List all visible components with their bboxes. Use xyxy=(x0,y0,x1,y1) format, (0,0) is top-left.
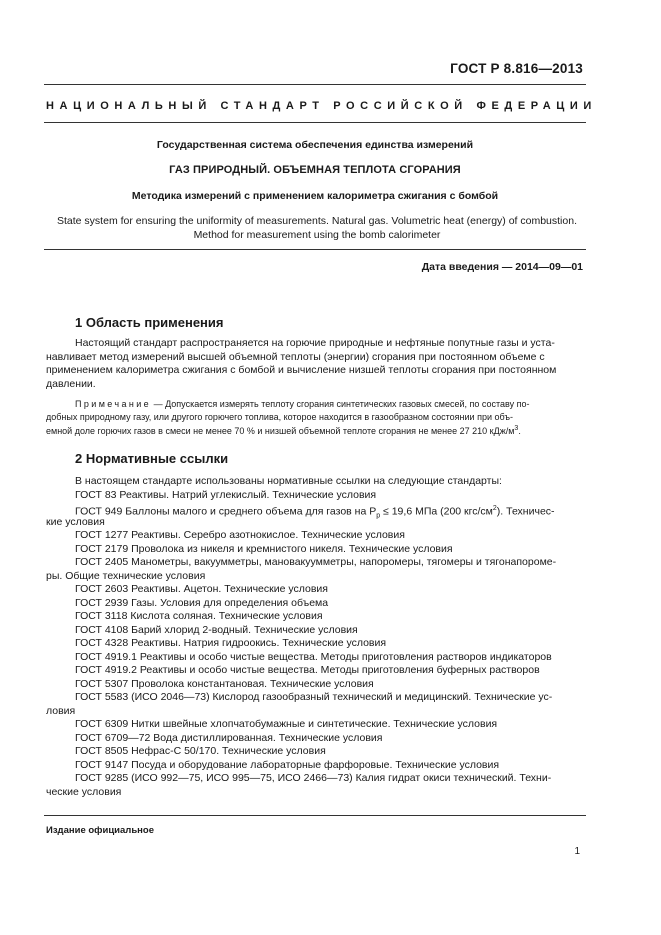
reference-line: ГОСТ 2939 Газы. Условия для определения объема xyxy=(75,596,329,609)
reference-line: ГОСТ 4919.2 Реактивы и особо чистые вещества. Методы приготовления буферных растворов xyxy=(75,664,540,676)
section2-heading: 2 Нормативные ссылки xyxy=(75,451,229,466)
title-rule-bottom xyxy=(44,249,586,250)
normative-references-list xyxy=(46,475,583,799)
reference-line: В настоящем стандарте использованы нормативные ссылки на следующие стандарты: xyxy=(75,475,502,487)
gost-number: ГОСТ Р 8.816—2013 xyxy=(450,61,583,76)
section1-line: навливает метод измерений высшей объемной теплоты (энергии) сгорания при постоянном объеме с xyxy=(46,350,545,363)
section1-line: применением калориметра сжигания с бомбой и вычисление низшей теплоты сгорания при постоянном xyxy=(46,364,557,376)
english-title xyxy=(56,215,578,242)
english-title-line2: Method for measurement using the bomb calorimeter xyxy=(193,228,441,241)
section1-line: Настоящий стандарт распространяется на горючие природные и нефтяные попутные газы и уста- xyxy=(75,337,555,349)
reference-line: ГОСТ 4108 Барий хлорид 2-водный. Технические условия xyxy=(75,623,358,636)
edition-label: Издание официальное xyxy=(46,825,154,836)
reference-line: ГОСТ 6309 Нитки швейные хлопчатобумажные и синтетические. Технические условия xyxy=(75,718,498,730)
note-line: емной доле горючих газов в смеси не менее 70 % и низшей объемной теплоте сгорания не менее 27 210 кДж/$м^3$. xyxy=(46,425,521,436)
reference-line: ческие условия xyxy=(46,785,122,798)
reference-line: ГОСТ 5583 (ИСО 2046—73) Кислород газообразный технический и медицинский. Технические ус- xyxy=(75,691,553,703)
footer-rule xyxy=(44,815,586,816)
reference-line: ГОСТ 3118 Кислота соляная. Технические условия xyxy=(75,610,323,622)
reference-line: ГОСТ 5307 Проволока константановая. Технические условия xyxy=(75,677,374,690)
reference-line: ГОСТ 2405 Манометры, вакуумметры, мановакуумметры, напоромеры, тягомеры и тягонапороме- xyxy=(75,556,557,568)
note-line: Примечание — Допускается измерять теплоту сгорания синтетических газовых смесей, по составу по- xyxy=(75,399,530,409)
reference-line: ГОСТ 83 Реактивы. Натрий углекислый. Технические условия xyxy=(75,488,377,501)
note-label: Примечание xyxy=(75,399,152,409)
page-number: 1 xyxy=(574,846,580,857)
reference-line: ГОСТ 1277 Реактивы. Серебро азотнокислое. Технические условия xyxy=(75,529,405,541)
national-standard-heading: НАЦИОНАЛЬНЫЙ СТАНДАРТ РОССИЙСКОЙ ФЕДЕРАЦИИ xyxy=(46,100,597,112)
header-rule xyxy=(44,84,586,85)
title-rule-top xyxy=(44,122,586,123)
reference-line: ГОСТ 4328 Реактивы. Натрия гидроокись. Технические условия xyxy=(75,637,387,649)
note-line: добных природному газу, или другого горючего топлива, которое находится в газообразном состоянии при объ- xyxy=(46,411,513,422)
section1-paragraph xyxy=(46,337,583,391)
reference-line: ГОСТ 6709—72 Вода дистиллированная. Технические условия xyxy=(75,731,383,744)
english-title-line1: State system for ensuring the uniformity of measurements. Natural gas. Volumetric heat (energy) of combustion. xyxy=(57,215,577,227)
reference-line: ГОСТ 2179 Проволока из никеля и кремнистого никеля. Технические условия xyxy=(75,542,453,555)
introduction-date: Дата введения — 2014—09—01 xyxy=(421,261,583,273)
reference-line: ГОСТ 9147 Посуда и оборудование лабораторные фарфоровые. Технические условия xyxy=(75,758,500,771)
section1-heading: 1 Область применения xyxy=(75,315,224,330)
section1-line: давлении. xyxy=(46,377,96,390)
reference-line: кие условия xyxy=(46,515,105,528)
reference-line: ГОСТ 8505 Нефрас-С 50/170. Технические условия xyxy=(75,745,326,757)
method-title: Методика измерений с применением калориметра сжигания с бомбой xyxy=(131,190,499,202)
reference-line: ГОСТ 9285 (ИСО 992—75, ИСО 995—75, ИСО 2466—73) Калия гидрат окиси технический. Техни- xyxy=(75,772,552,784)
main-title: ГАЗ ПРИРОДНЫЙ. ОБЪЕМНАЯ ТЕПЛОТА СГОРАНИЯ xyxy=(169,164,461,176)
reference-line: ГОСТ 4919.1 Реактивы и особо чистые вещества. Методы приготовления растворов индикаторов xyxy=(75,650,552,663)
reference-line: ры. Общие технические условия xyxy=(46,569,206,582)
reference-line: ловия xyxy=(46,704,76,717)
section1-note xyxy=(46,398,583,438)
system-title: Государственная система обеспечения единства измерений xyxy=(156,139,474,151)
reference-line: ГОСТ 949 Баллоны малого и среднего объема для газов на $P_р \le 19,6$ МПа (200 кгс/$см^2$). Техничес- xyxy=(75,505,555,520)
reference-line: ГОСТ 2603 Реактивы. Ацетон. Технические условия xyxy=(75,583,328,595)
